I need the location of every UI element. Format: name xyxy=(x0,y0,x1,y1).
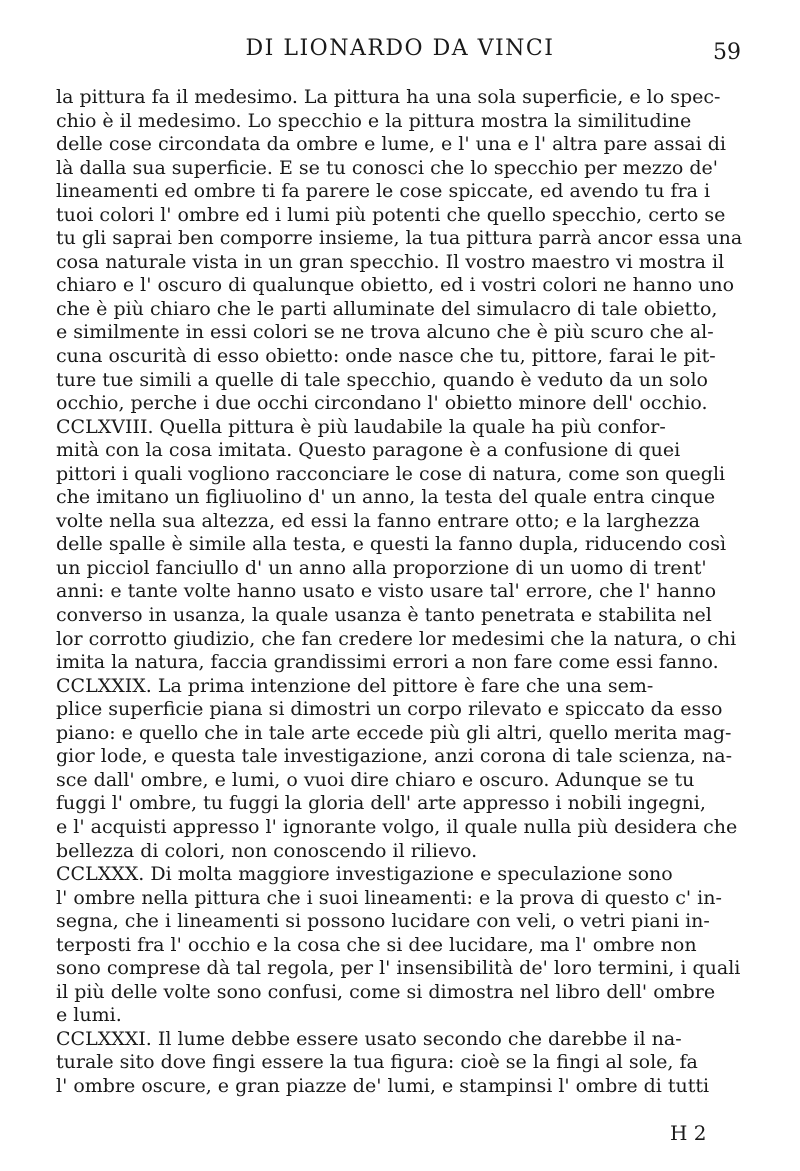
text-line: occhio, perche i due occhi circondano l' obietto minore dell' occhio. xyxy=(56,392,708,415)
text-line: cosa naturale vista in un gran specchio. Il vostro maestro vi mostra il xyxy=(56,250,725,273)
text-line: cuna oscurità di esso obietto: onde nasce che tu, pittore, farai le pit- xyxy=(56,345,716,368)
text-line: segna, che i lineamenti si possono lucidare con veli, o vetri piani in- xyxy=(56,910,710,933)
text-line: gior lode, e questa tale investigazione, anzi corona di tale scienza, na- xyxy=(56,745,732,768)
text-line: l' ombre oscure, e gran piazze de' lumi, e stampinsi l' ombre di tutti xyxy=(56,1074,710,1097)
text-line: terposti fra l' occhio e la cosa che si dee lucidare, ma l' ombre non xyxy=(56,933,697,956)
text-line: chio è il medesimo. Lo specchio e la pittura mostra la similitudine xyxy=(56,109,692,132)
text-line: e lumi. xyxy=(56,1004,122,1027)
text-line: pittori i quali vogliono racconciare le cose di natura, come son quegli xyxy=(56,462,726,485)
text-line: imita la natura, faccia grandissimi errori a non fare come essi fanno. xyxy=(56,651,719,674)
text-line: la pittura fa il medesimo. La pittura ha una sola superficie, e lo spec- xyxy=(56,86,721,108)
text-line: ture tue simili a quelle di tale specchio, quando è veduto da un solo xyxy=(56,368,708,391)
text-line: tu gli saprai ben comporre insieme, la tua pittura parrà ancor essa una xyxy=(56,227,743,250)
text-line: CCLXXIX. La prima intenzione del pittore è fare che una sem- xyxy=(56,674,654,697)
page-header xyxy=(0,30,800,70)
text-line: lor corrotto giudizio, che fan credere lor medesimi che la natura, o chi xyxy=(56,627,737,650)
text-line: il più delle volte sono confusi, come si dimostra nel libro dell' ombre xyxy=(56,980,716,1003)
text-line: plice superficie piana si dimostri un corpo rilevato e spiccato da esso xyxy=(56,698,723,721)
text-line: volte nella sua altezza, ed essi la fanno entrare otto; e la larghezza xyxy=(56,509,700,532)
text-line: bellezza di colori, non conoscendo il rilievo. xyxy=(56,839,478,862)
text-line: delle cose circondata da ombre e lume, e l' una e l' altra pare assai di xyxy=(56,133,726,156)
text-line: un picciol fanciullo d' un anno alla proporzione di un uomo di trent' xyxy=(56,556,707,579)
text-line: che è più chiaro che le parti alluminate del simulacro di tale obietto, xyxy=(56,297,718,320)
text-line: chiaro e l' oscuro di qualunque obietto, ed i vostri colori ne hanno uno xyxy=(56,274,735,297)
text-line: sono comprese dà tal regola, per l' insensibilità de' loro termini, i quali xyxy=(56,957,741,980)
text-line: anni: e tante volte hanno usato e visto usare tal' errore, che l' hanno xyxy=(56,580,717,603)
text-line: CCLXXX. Di molta maggiore investigazione e speculazione sono xyxy=(56,863,673,886)
text-line: lineamenti ed ombre ti fa parere le cose spiccate, ed avendo tu fra i xyxy=(56,180,711,203)
text-line: converso in usanza, la quale usanza è tanto penetrata e stabilita nel xyxy=(56,604,712,627)
text-line: piano: e quello che in tale arte eccede più gli altri, quello merita mag- xyxy=(56,721,732,744)
text-line: che imitano un figliuolino d' un anno, la testa del quale entra cinque xyxy=(56,486,716,509)
text-line: sce dall' ombre, e lumi, o vuoi dire chiaro e oscuro. Adunque se tu xyxy=(56,768,695,791)
text-line: e similmente in essi colori se ne trova alcuno che è più scuro che al- xyxy=(56,321,714,344)
text-line: mità con la cosa imitata. Questo paragone è a confusione di quei xyxy=(56,439,681,462)
text-line: delle spalle è simile alla testa, e questi la fanno dupla, riducendo così xyxy=(56,533,727,556)
text-line: fuggi l' ombre, tu fuggi la gloria dell' arte appresso i nobili ingegni, xyxy=(56,792,706,815)
running-head: DI LIONARDO DA VINCI xyxy=(245,36,555,61)
text-line: CCLXXXI. Il lume debbe essere usato secondo che darebbe il na- xyxy=(56,1027,682,1050)
text-line: tuoi colori l' ombre ed i lumi più potenti che quello specchio, certo se xyxy=(56,203,726,226)
text-line: turale sito dove fingi essere la tua figura: cioè se la fingi al sole, fa xyxy=(56,1051,698,1074)
text-line: e l' acquisti appresso l' ignorante volgo, il quale nulla più desidera che xyxy=(56,815,738,838)
signature-mark: H 2 xyxy=(670,1121,707,1145)
text-line: CCLXVIII. Quella pittura è più laudabile la quale ha più confor- xyxy=(56,415,666,438)
text-line: là dalla sua superficie. E se tu conosci che lo specchio per mezzo de' xyxy=(56,156,718,179)
text-line: l' ombre nella pittura che i suoi lineamenti: e la prova di questo c' in- xyxy=(56,886,722,909)
page-number: 59 xyxy=(713,40,741,65)
body-text xyxy=(56,86,756,1099)
